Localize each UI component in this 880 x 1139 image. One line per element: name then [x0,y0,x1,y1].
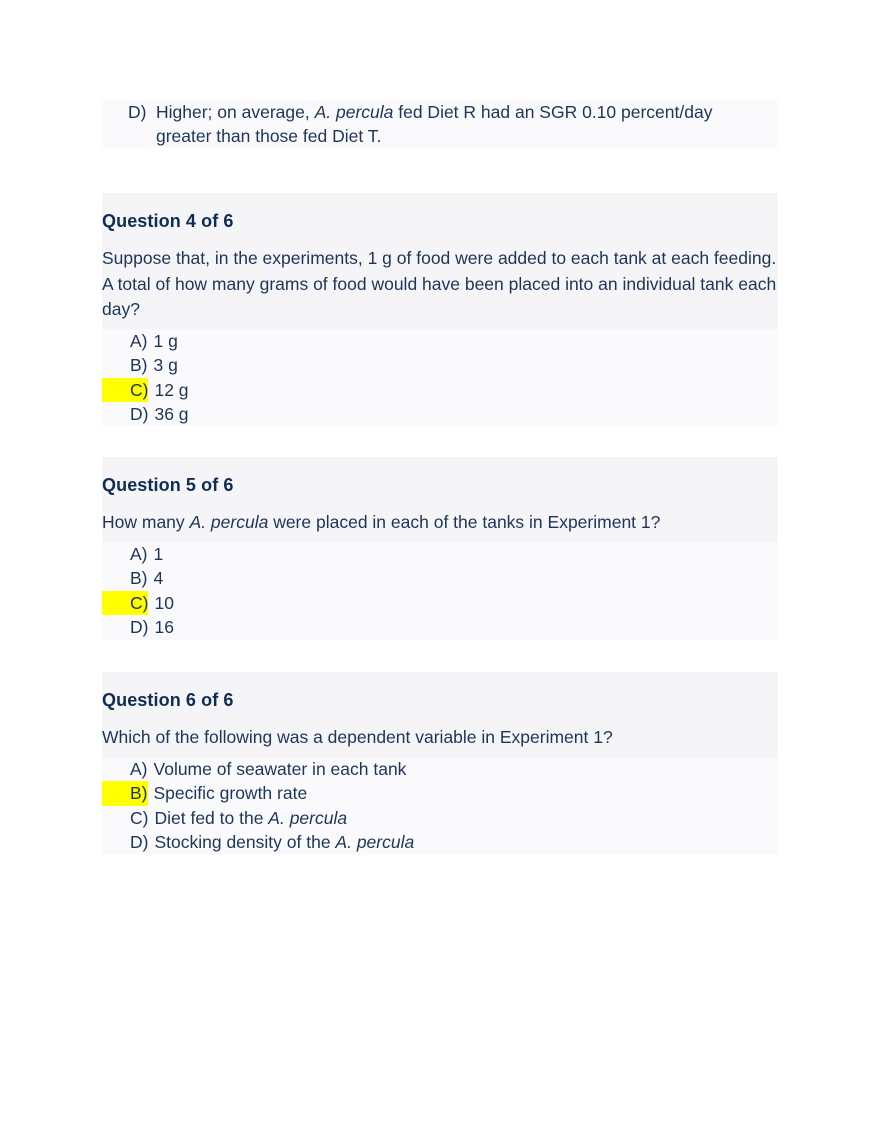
option-letter-highlighted: B) [102,781,148,806]
question-panel-5 [102,457,778,542]
option-text: Specific growth rate [153,783,308,803]
question-prompt-6: Which of the following was a dependent variable in Experiment 1? [102,727,613,747]
question-block-4 [102,193,778,427]
carryover-option-text-continued: greater than those fed Diet T. [156,126,382,146]
carryover-option-line2 [102,124,778,148]
option-6-b[interactable] [102,781,778,806]
option-letter: A) [130,330,148,351]
option-6-c[interactable] [102,806,778,831]
option-6-a[interactable] [102,757,778,782]
carryover-option-block [102,100,778,148]
option-letter: A) [130,543,148,564]
option-text: Diet fed to the A. percula [154,807,348,828]
option-letter: D) [130,404,149,424]
option-text: 16 [154,617,174,637]
option-text: 4 [153,568,164,588]
carryover-option-letter: D) [128,102,147,122]
option-5-c[interactable] [102,591,778,616]
option-text: Volume of seawater in each tank [153,758,407,779]
option-text: 1 [153,543,164,564]
option-letter: A) [130,758,148,779]
option-letter: D) [130,832,149,852]
question-panel-4 [102,193,778,329]
option-letter: D) [130,617,149,637]
species-name-italic: A. percula [314,102,394,122]
option-letter-highlighted: C) [102,378,148,403]
species-name-italic: A. percula [335,832,415,852]
option-4-a[interactable] [102,329,778,354]
option-text: 12 g [154,379,189,400]
option-letter: B) [130,355,148,375]
question-prompt-4: Suppose that, in the experiments, 1 g of food were added to each tank at each feeding. A total of how many grams of food would have been placed into an individual tank each day? [102,248,777,319]
option-4-d[interactable] [102,402,778,427]
option-list-6 [102,757,778,855]
question-block-5 [102,457,778,640]
question-title-6: Question 6 of 6 [102,690,234,710]
species-name-italic: A. percula [189,512,269,532]
carryover-option-text: Higher; on average, A. percula fed Diet R had an SGR 0.10 percent/day [156,102,713,122]
option-list-4 [102,329,778,427]
species-name-italic: A. percula [268,807,348,828]
option-6-d[interactable] [102,830,778,855]
option-letter-highlighted: C) [102,591,148,616]
option-text: 36 g [154,404,189,424]
question-title-5: Question 5 of 6 [102,475,234,495]
question-title-4: Question 4 of 6 [102,211,234,231]
carryover-option-line1 [102,100,778,124]
option-text: 1 g [153,330,178,351]
option-4-c[interactable] [102,378,778,403]
question-panel-6 [102,672,778,757]
option-text: 10 [154,592,174,613]
option-list-5 [102,542,778,640]
option-text: 3 g [153,355,178,375]
question-block-6 [102,672,778,855]
option-5-d[interactable] [102,615,778,640]
option-letter: B) [130,568,148,588]
option-letter: C) [130,807,149,828]
option-text: Stocking density of the A. percula [154,832,415,852]
option-5-a[interactable] [102,542,778,567]
question-prompt-5: How many A. percula were placed in each of the tanks in Experiment 1? [102,512,661,532]
option-5-b[interactable] [102,566,778,591]
option-4-b[interactable] [102,353,778,378]
